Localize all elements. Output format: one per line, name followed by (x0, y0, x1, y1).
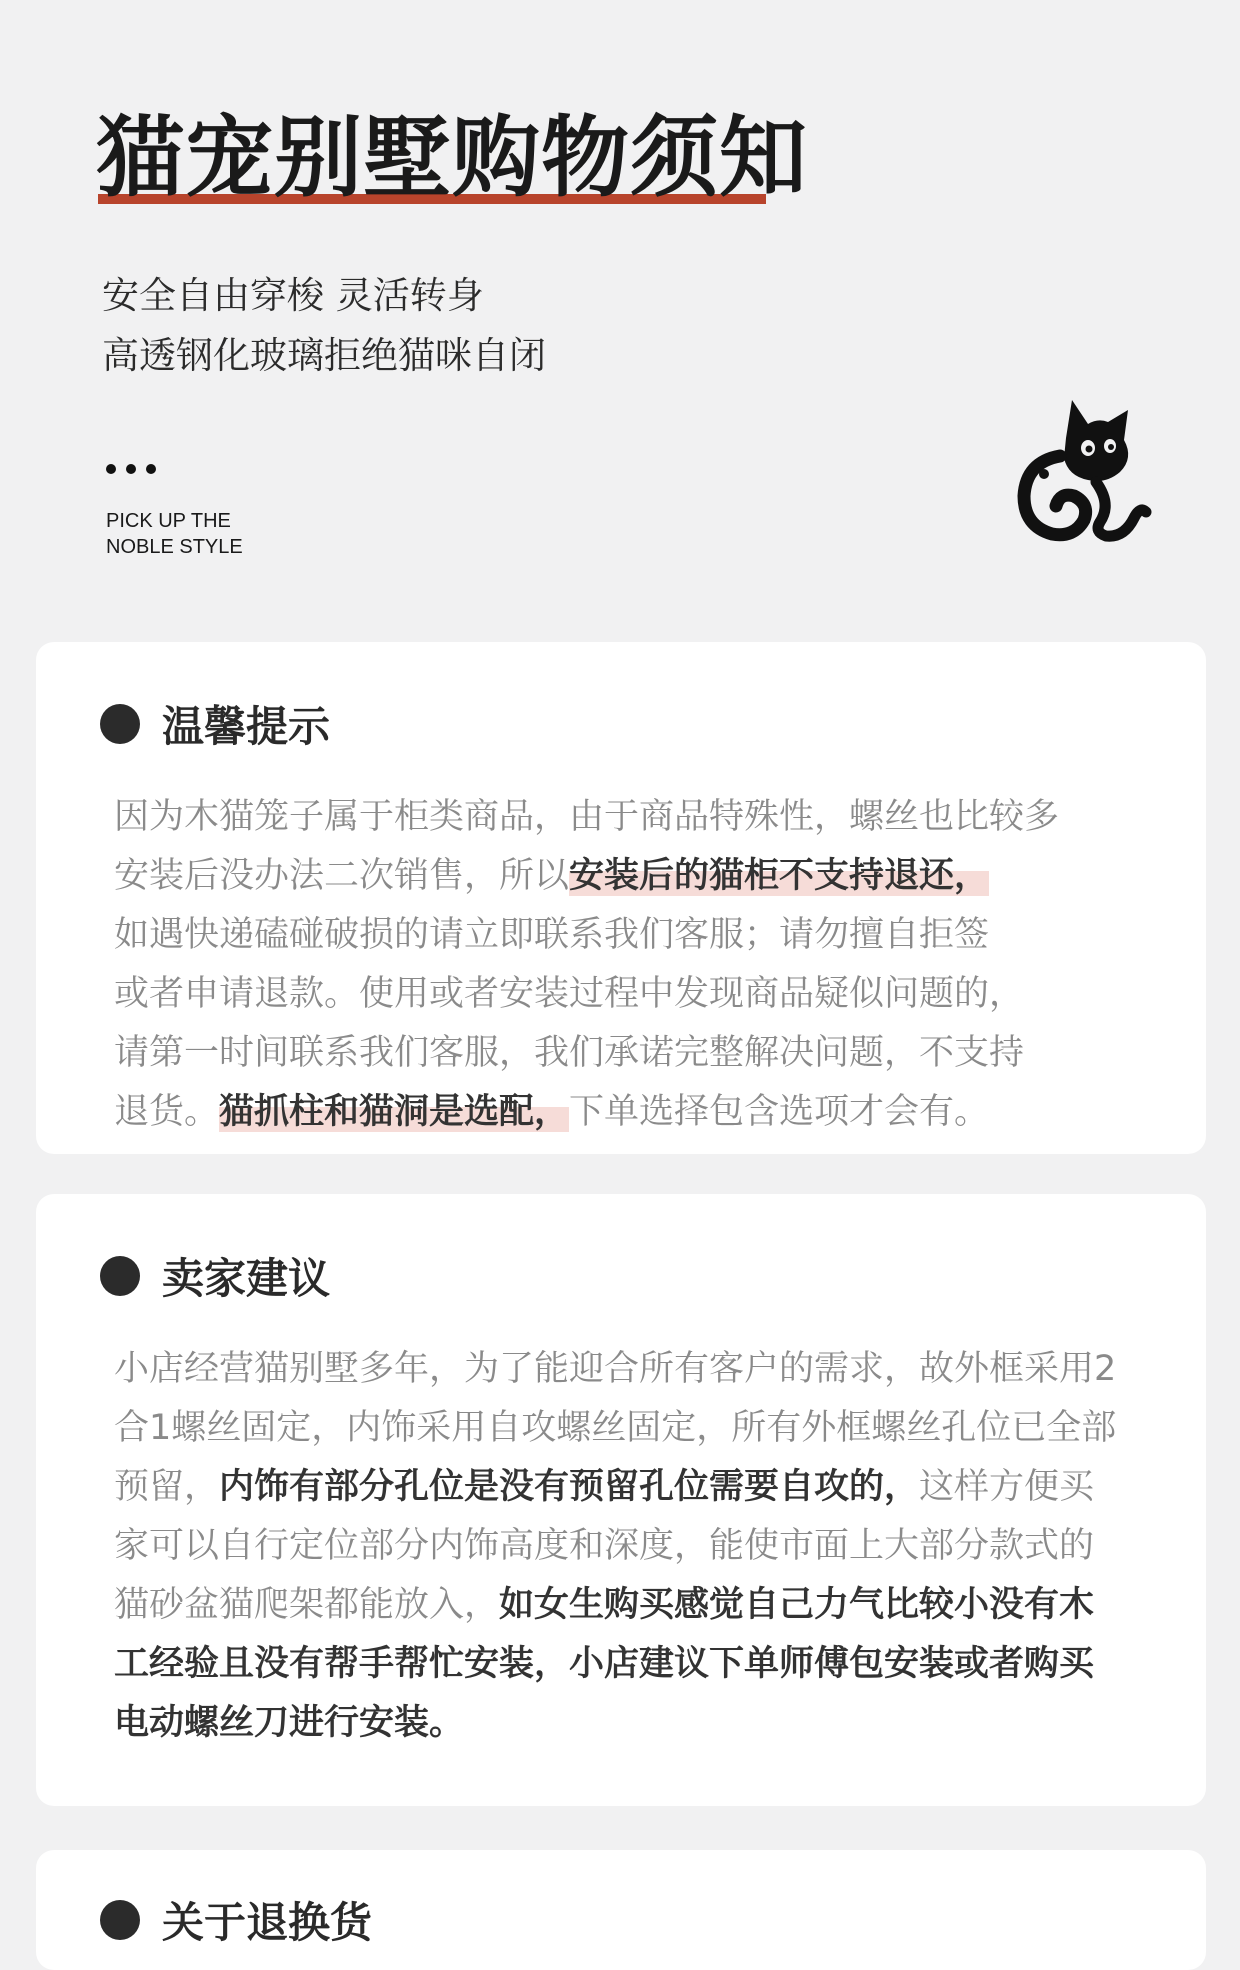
highlighted-text: 安装后的猫柜不支持退还， (569, 856, 990, 896)
text-span: 下单选择包含选项才会有。 (569, 1092, 990, 1132)
page-title: 猫宠别墅购物须知 (96, 106, 809, 209)
subtitle (102, 266, 546, 386)
dot (126, 464, 136, 474)
tagline (106, 508, 243, 560)
bullet-icon (100, 1256, 140, 1296)
body-line (114, 1458, 1174, 1517)
text-span: 安装后没办法二次销售，所以 (114, 856, 570, 896)
card-title: 温馨提示 (162, 702, 331, 751)
body-line (114, 1083, 1174, 1142)
tagline-line: PICK UP THE (106, 510, 231, 532)
bold-text: 工经验且没有帮手帮忙安装，小店建议下单师傅包安装或者购买 (114, 1644, 1095, 1684)
returns-card (36, 1850, 1206, 1970)
bullet-icon (100, 704, 140, 744)
text-span: 请第一时间联系我们客服，我们承诺完整解决问题，不支持 (114, 1033, 1025, 1073)
bold-text: 内饰有部分孔位是没有预留孔位需要自攻的， (219, 1467, 920, 1507)
body-line (114, 1517, 1174, 1576)
body-line (114, 1576, 1174, 1635)
highlighted-text: 猫抓柱和猫洞是选配， (219, 1092, 570, 1132)
card-title: 关于退换货 (162, 1898, 373, 1947)
text-span: 或者申请退款。使用或者安装过程中发现商品疑似问题的， (114, 974, 1025, 1014)
body-line (114, 1340, 1174, 1399)
body-line (114, 847, 1174, 906)
tips-card (36, 642, 1206, 1154)
bold-text: 电动螺丝刀进行安装。 (114, 1703, 465, 1743)
bullet-icon (100, 1900, 140, 1940)
card-header (100, 694, 330, 754)
body-line (114, 1635, 1174, 1694)
text-span: 合1螺丝固定，内饰采用自攻螺丝固定，所有外框螺丝孔位已全部 (114, 1408, 1117, 1448)
card-body (114, 788, 1174, 1142)
card-title: 卖家建议 (162, 1254, 331, 1303)
bold-text: 如女生购买感觉自己力气比较小没有木 (499, 1585, 1095, 1625)
page-title-wrap (96, 108, 808, 208)
body-line (114, 788, 1174, 847)
card-header (100, 1890, 372, 1950)
body-line (114, 1399, 1174, 1458)
subtitle-line: 高透钢化玻璃拒绝猫咪自闭 (102, 334, 546, 377)
body-line (114, 906, 1174, 965)
text-span: 预留， (114, 1467, 220, 1507)
subtitle-line: 安全自由穿梭 灵活转身 (102, 274, 484, 317)
tagline-line: NOBLE STYLE (106, 536, 243, 558)
text-span: 退货。 (114, 1092, 220, 1132)
black-cat-logo-icon (1016, 396, 1150, 546)
seller-advice-card (36, 1194, 1206, 1806)
body-line (114, 965, 1174, 1024)
text-span: 猫砂盆猫爬架都能放入， (114, 1585, 500, 1625)
dot (106, 464, 116, 474)
hero-section (0, 0, 1240, 640)
text-span: 因为木猫笼子属于柜类商品，由于商品特殊性，螺丝也比较多 (114, 797, 1060, 837)
ellipsis-icon (106, 464, 156, 474)
dot (146, 464, 156, 474)
text-span: 这样方便买 (919, 1467, 1095, 1507)
text-span: 如遇快递磕碰破损的请立即联系我们客服；请勿擅自拒签 (114, 915, 990, 955)
text-span: 小店经营猫别墅多年，为了能迎合所有客户的需求，故外框采用2 (114, 1349, 1117, 1389)
body-line (114, 1024, 1174, 1083)
body-line (114, 1694, 1174, 1753)
text-span: 家可以自行定位部分内饰高度和深度，能使市面上大部分款式的 (114, 1526, 1095, 1566)
card-header (100, 1246, 330, 1306)
card-body (114, 1340, 1174, 1753)
